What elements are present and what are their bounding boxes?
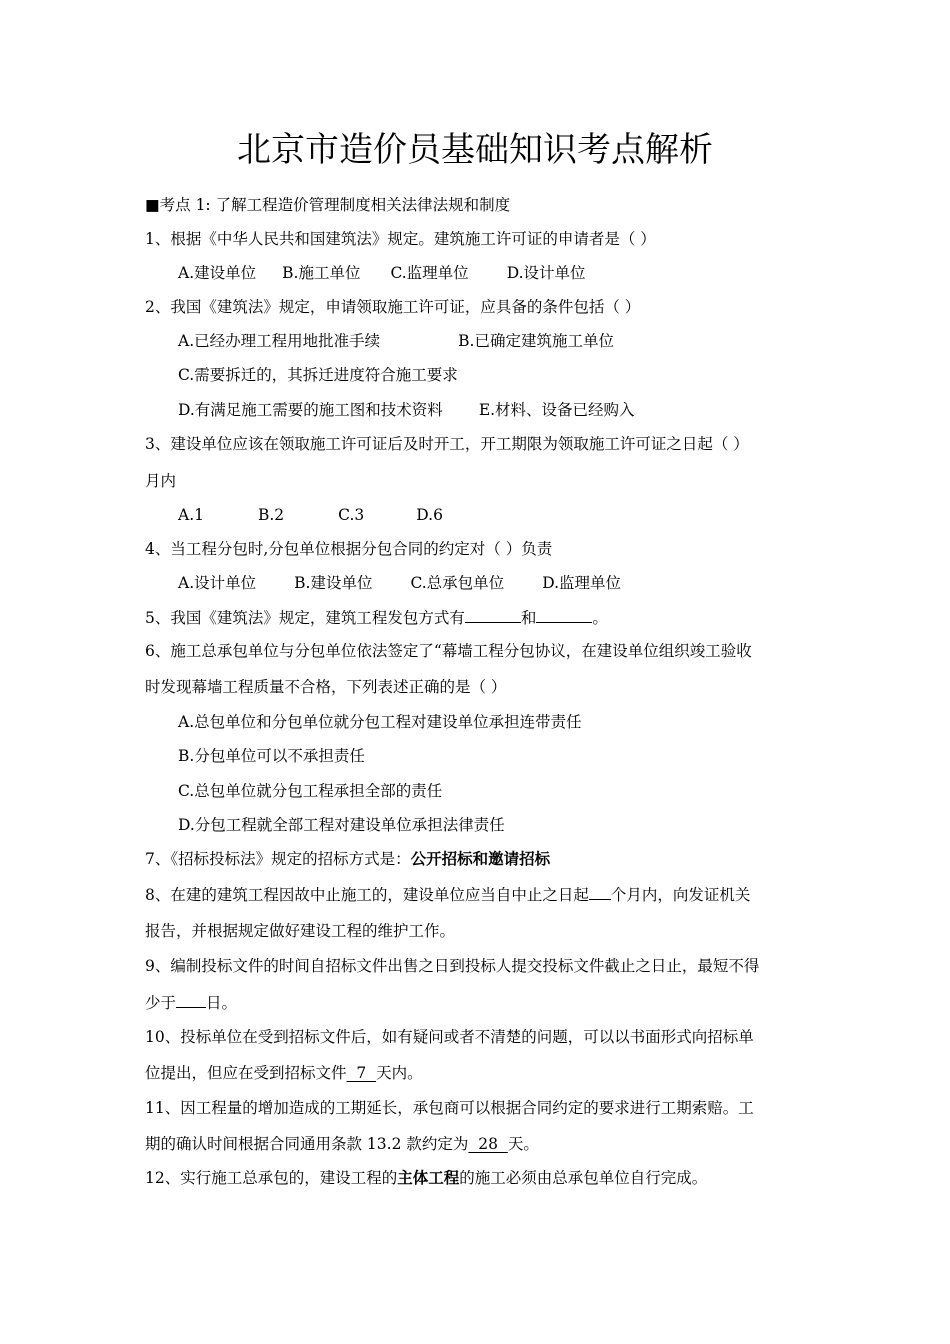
question-2-options-row1 [178,329,858,353]
question-9-cont [145,990,825,1015]
question-4: 4、当工程分包时,分包单位根据分包合同的约定对（ ）负责 [145,540,553,558]
question-9-text: 日。 [206,994,238,1012]
question-10-answer: 7 [346,1064,377,1082]
question-10-text: 位提出，但应在受到招标文件 [145,1064,347,1082]
question-7-answer: 公开招标和邀请招标 [410,850,551,868]
fill-blank [536,605,592,623]
page-title: 北京市造价员基础知识考点解析 [237,130,713,170]
question-2-option-c: C.需要拆迁的，其拆迁进度符合施工要求 [178,366,458,384]
question-3-options [178,503,858,527]
question-12-text: 12、实行施工总承包的，建设工程的 [145,1169,398,1187]
fill-blank [465,605,521,623]
question-8-text: 个月内，向发证机关 [610,886,751,904]
option: B.施工单位 [282,264,361,282]
option: A.建设单位 [178,264,257,282]
question-1-options [178,261,858,285]
question-2: 2、我国《建筑法》规定，申请领取施工许可证，应具备的条件包括（ ） [145,298,641,316]
question-10-text: 天内。 [376,1064,423,1082]
question-12 [145,1166,825,1190]
question-8 [145,882,825,907]
question-8-cont: 报告，并根据规定做好建设工程的维护工作。 [145,922,456,940]
option: A.1 [178,506,204,524]
question-10: 10、投标单位在受到招标文件后，如有疑问或者不清楚的问题，可以以书面形式向招标单 [145,1028,754,1046]
question-5 [145,605,825,630]
option: B.建设单位 [294,574,373,592]
question-6-option-a: A.总包单位和分包单位就分包工程对建设单位承担连带责任 [178,713,582,731]
question-8-text: 8、在建的建筑工程因故中止施工的，建设单位应当自中止之日起 [145,886,589,904]
question-11-text: 期的确认时间根据合同通用条款 13.2 款约定为 [145,1135,469,1153]
question-6-cont: 时发现幕墙工程质量不合格，下列表述正确的是（ ） [145,678,507,696]
question-10-cont [145,1061,825,1085]
option: D.设计单位 [506,264,586,282]
question-12-text: 的施工必须由总承包单位自行完成。 [459,1169,708,1187]
question-6-option-c: C.总包单位就分包工程承担全部的责任 [178,782,443,800]
option: D.监理单位 [542,574,622,592]
question-5-text: 。 [592,609,608,627]
question-4-options [178,571,858,595]
option: D.6 [416,506,443,524]
question-5-text: 和 [520,609,537,627]
option: A.已经办理工程用地批准手续 [178,332,381,350]
question-1: 1、根据《中华人民共和国建筑法》规定。建筑施工许可证的申请者是（ ） [145,230,656,248]
option: C.3 [338,506,365,524]
question-9-text: 少于 [145,994,177,1012]
question-6-option-b: B.分包单位可以不承担责任 [178,747,365,765]
question-9: 9、编制投标文件的时间自招标文件出售之日到投标人提交投标文件截止之日止，最短不得 [145,957,760,975]
question-3: 3、建设单位应该在领取施工许可证后及时开工，开工期限为领取施工许可证之日起（ ） [145,435,749,453]
question-2-options-row3 [178,398,858,422]
question-11-cont [145,1132,825,1156]
question-5-text: 5、我国《建筑法》规定，建筑工程发包方式有 [145,609,465,627]
question-7 [145,847,825,871]
question-3-cont: 月内 [145,472,177,490]
question-11: 11、因工程量的增加造成的工期延长，承包商可以根据合同约定的要求进行工期索赔。工 [145,1099,754,1117]
option: D.有满足施工需要的施工图和技术资料 [178,401,443,419]
question-11-text: 天。 [507,1135,539,1153]
option: C.监理单位 [390,264,469,282]
question-6-option-d: D.分包工程就全部工程对建设单位承担法律责任 [178,816,505,834]
fill-blank [176,990,206,1008]
option: A.设计单位 [178,574,257,592]
question-12-answer: 主体工程 [397,1169,460,1187]
option: B.2 [257,506,285,524]
option: B.已确定建筑施工单位 [458,332,614,350]
fill-blank [589,882,611,900]
option: E.材料、设备已经购入 [478,401,635,419]
question-6: 6、施工总承包单位与分包单位依法签定了“幕墙工程分包协议，在建设单位组织竣工验收 [145,642,752,660]
option: C.总承包单位 [410,574,505,592]
section-heading: ■考点 1: 了解工程造价管理制度相关法律法规和制度 [145,196,511,214]
question-7-text: 7、《招标投标法》规定的招标方式是： [145,850,411,868]
question-11-answer: 28 [468,1135,508,1153]
